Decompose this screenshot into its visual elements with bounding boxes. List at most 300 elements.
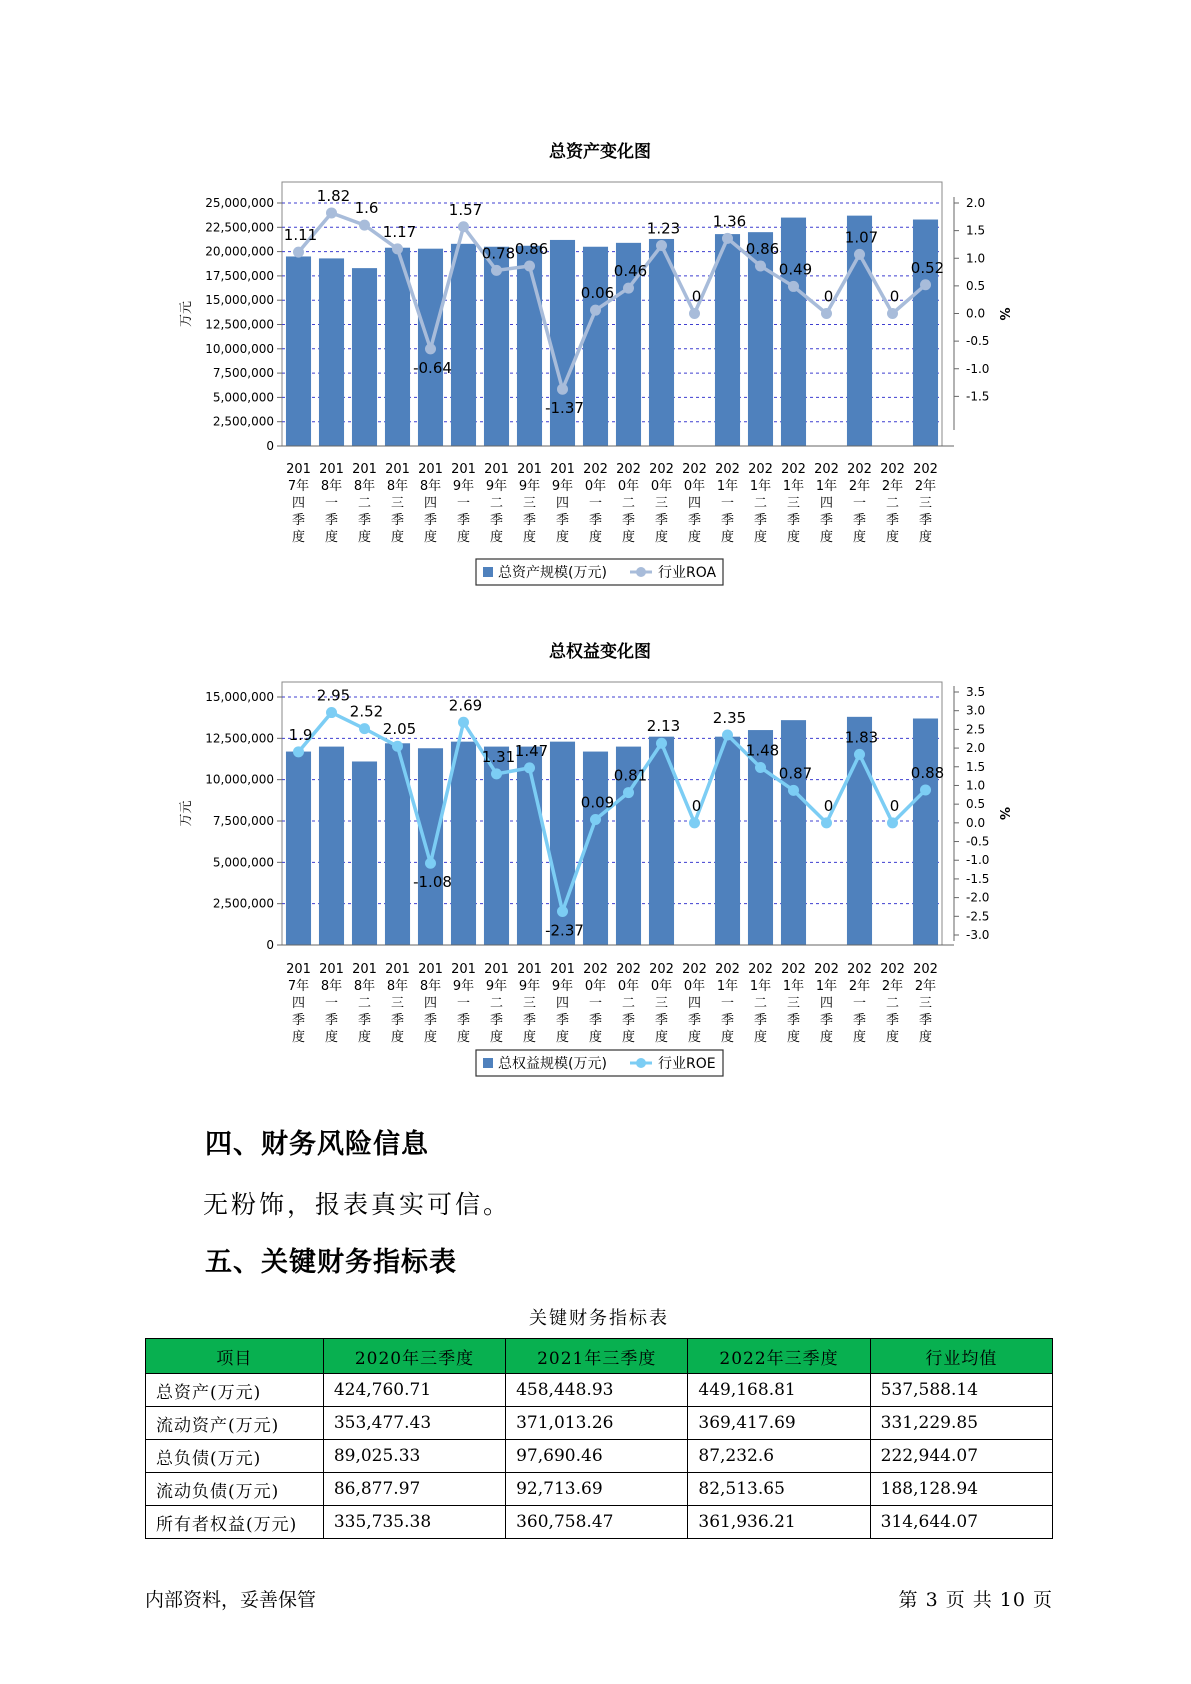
chart-title: 总资产变化图 — [549, 142, 651, 162]
x-tick-label: 202 — [847, 462, 872, 477]
x-tick-label: 三 — [522, 496, 537, 511]
x-tick-label: 202 — [583, 462, 608, 477]
bar — [781, 218, 806, 446]
line-point — [920, 784, 931, 795]
x-tick-label: 季 — [522, 513, 537, 528]
x-tick-label: 季 — [423, 513, 438, 528]
x-tick-label: 季 — [621, 513, 636, 528]
y-tick-label: 5,000,000 — [212, 390, 274, 405]
x-tick-label: 201 — [451, 962, 476, 977]
y2-axis-label: % — [996, 806, 1011, 821]
x-tick-label: 度 — [654, 530, 669, 545]
line-point — [293, 247, 304, 258]
data-label: 0.87 — [778, 764, 813, 783]
line-point — [623, 787, 634, 798]
y2-tick-label: -3.0 — [966, 928, 990, 942]
x-tick-label: 度 — [588, 530, 603, 545]
table-row — [146, 1407, 1053, 1440]
x-tick-label: 202 — [682, 462, 707, 477]
x-tick-label: 8年 — [386, 479, 409, 494]
x-tick-label: 二 — [885, 996, 900, 1011]
x-tick-label: 202 — [847, 962, 872, 977]
bar — [352, 761, 377, 945]
data-label: -1.37 — [545, 399, 584, 418]
y2-tick-label: 1.5 — [966, 223, 986, 238]
table-cell: 92,713.69 — [506, 1473, 688, 1506]
table-cell: 449,168.81 — [688, 1374, 870, 1407]
table-cell: 335,735.38 — [323, 1506, 505, 1539]
x-tick-label: 季 — [522, 1013, 537, 1028]
line-point — [887, 817, 898, 828]
y-tick-label: 15,000,000 — [205, 293, 274, 308]
y2-axis-label: % — [996, 307, 1011, 321]
data-label: 2.35 — [712, 708, 747, 727]
line-point — [491, 265, 502, 276]
y-tick-label: 2,500,000 — [212, 896, 274, 911]
data-label: 1.9 — [288, 725, 313, 744]
line-point — [326, 207, 337, 218]
x-tick-label: 季 — [621, 1013, 636, 1028]
x-tick-label: 一 — [456, 996, 471, 1011]
x-tick-label: 三 — [522, 996, 537, 1011]
line-point — [425, 858, 436, 869]
x-tick-label: 度 — [324, 530, 339, 545]
x-tick-label: 季 — [852, 513, 867, 528]
data-label: 0 — [823, 796, 834, 815]
line-point — [788, 785, 799, 796]
table-cell: 97,690.46 — [506, 1440, 688, 1473]
x-tick-label: 季 — [885, 513, 900, 528]
data-label: 2.52 — [349, 702, 384, 721]
x-tick-label: 二 — [885, 496, 900, 511]
data-label: 1.83 — [844, 728, 879, 747]
x-tick-label: 度 — [324, 1030, 339, 1045]
line-point — [623, 283, 634, 294]
x-tick-label: 三 — [654, 496, 669, 511]
x-tick-label: 8年 — [320, 479, 343, 494]
data-label: 0 — [889, 796, 900, 815]
x-tick-label: 9年 — [485, 479, 508, 494]
x-tick-label: 202 — [748, 962, 773, 977]
table-cell: 361,936.21 — [688, 1506, 870, 1539]
data-label: 0 — [691, 796, 702, 815]
x-tick-label: 201 — [484, 462, 509, 477]
data-label: 1.11 — [283, 226, 318, 245]
legend-bar-label: 总资产规模(万元) — [498, 565, 607, 581]
data-label: 0.09 — [580, 793, 615, 812]
footer-confidential-note: 内部资料，妥善保管 — [145, 1589, 317, 1611]
data-label: 0 — [823, 287, 834, 306]
x-tick-label: 度 — [588, 1030, 603, 1045]
x-tick-label: 202 — [781, 962, 806, 977]
x-tick-label: 一 — [456, 496, 471, 511]
table-cell: 353,477.43 — [323, 1407, 505, 1440]
y-tick-label: 12,500,000 — [205, 317, 274, 332]
y2-tick-label: 3.5 — [966, 685, 986, 699]
x-tick-label: 四 — [687, 996, 702, 1011]
line-point — [854, 249, 865, 260]
data-label: 2.05 — [382, 720, 417, 739]
x-tick-label: 三 — [786, 496, 801, 511]
x-tick-label: 一 — [588, 496, 603, 511]
x-tick-label: 一 — [852, 496, 867, 511]
x-tick-label: 二 — [621, 496, 636, 511]
table-cell: 流动资产(万元) — [146, 1407, 324, 1440]
x-tick-label: 季 — [753, 513, 768, 528]
x-tick-label: 季 — [753, 1013, 768, 1028]
x-tick-label: 一 — [852, 996, 867, 1011]
data-label: 2.69 — [448, 696, 483, 715]
x-tick-label: 1年 — [716, 979, 739, 994]
x-tick-label: 季 — [291, 1013, 306, 1028]
x-tick-label: 二 — [489, 496, 504, 511]
x-tick-label: 8年 — [419, 479, 442, 494]
x-tick-label: 201 — [418, 962, 443, 977]
x-tick-label: 0年 — [683, 979, 706, 994]
x-tick-label: 四 — [423, 996, 438, 1011]
x-tick-label: 季 — [852, 1013, 867, 1028]
legend — [476, 1050, 723, 1076]
line-point — [755, 762, 766, 773]
x-tick-label: 2年 — [881, 479, 904, 494]
x-tick-label: 1年 — [716, 479, 739, 494]
x-tick-label: 四 — [819, 996, 834, 1011]
x-tick-label: 度 — [852, 530, 867, 545]
table-cell: 188,128.94 — [870, 1473, 1052, 1506]
line-point — [920, 279, 931, 290]
y2-tick-label: -1.5 — [966, 389, 990, 404]
x-tick-label: 季 — [687, 513, 702, 528]
line-point — [887, 308, 898, 319]
legend-bar-swatch — [483, 567, 493, 577]
line-point — [359, 220, 370, 231]
y2-tick-label: 2.5 — [966, 722, 986, 737]
y-tick-label: 12,500,000 — [205, 731, 274, 746]
total-equity-chart — [0, 630, 1191, 1100]
chart-title: 总权益变化图 — [549, 642, 651, 662]
x-tick-label: 度 — [291, 530, 306, 545]
x-tick-label: 201 — [286, 962, 311, 977]
x-tick-label: 201 — [451, 462, 476, 477]
x-tick-label: 202 — [649, 962, 674, 977]
y-tick-label: 25,000,000 — [205, 196, 274, 210]
x-tick-label: 度 — [555, 1030, 570, 1045]
x-tick-label: 二 — [357, 496, 372, 511]
x-tick-label: 1年 — [815, 979, 838, 994]
data-label: 1.23 — [646, 219, 681, 238]
x-tick-label: 9年 — [551, 979, 574, 994]
y2-tick-label: 3.0 — [966, 703, 986, 718]
data-label: 0.52 — [910, 258, 945, 277]
x-tick-label: 三 — [918, 996, 933, 1011]
y2-tick-label: 0.5 — [966, 278, 986, 293]
key-financial-indicators-table — [145, 1338, 1053, 1539]
y2-tick-label: -2.5 — [966, 909, 990, 924]
x-tick-label: 季 — [357, 513, 372, 528]
x-tick-label: 201 — [319, 462, 344, 477]
table-cell: 222,944.07 — [870, 1440, 1052, 1473]
x-tick-label: 1年 — [782, 979, 805, 994]
line-point — [458, 221, 469, 232]
bar — [913, 220, 938, 446]
data-label: 0.49 — [778, 260, 813, 279]
x-tick-label: 一 — [324, 496, 339, 511]
x-tick-label: 季 — [357, 1013, 372, 1028]
table-cell: 82,513.65 — [688, 1473, 870, 1506]
table-row — [146, 1506, 1053, 1539]
x-tick-label: 季 — [489, 1013, 504, 1028]
y2-tick-label: -1.0 — [966, 853, 990, 868]
data-label: 1.57 — [448, 200, 483, 219]
x-tick-label: 季 — [786, 513, 801, 528]
x-tick-label: 一 — [720, 496, 735, 511]
x-tick-label: 202 — [649, 462, 674, 477]
x-tick-label: 202 — [814, 962, 839, 977]
footer-page-number: 第 3 页 共 10 页 — [898, 1589, 1053, 1611]
table-header-cell: 2021年三季度 — [506, 1339, 688, 1374]
bar — [715, 234, 740, 446]
table-title: 关键财务指标表 — [529, 1308, 669, 1329]
y-tick-label: 7,500,000 — [212, 814, 274, 828]
x-tick-label: 202 — [880, 962, 905, 977]
x-tick-label: 度 — [885, 530, 900, 545]
x-tick-label: 季 — [918, 513, 933, 528]
x-tick-label: 二 — [753, 496, 768, 511]
x-tick-label: 季 — [324, 513, 339, 528]
x-tick-label: 度 — [555, 530, 570, 545]
y-tick-label: 7,500,000 — [212, 366, 274, 381]
x-tick-label: 9年 — [551, 479, 574, 494]
y2-tick-label: 0.5 — [966, 797, 986, 812]
y-tick-label: 15,000,000 — [205, 690, 274, 704]
x-tick-label: 季 — [324, 1013, 339, 1028]
data-label: 2.95 — [316, 686, 351, 705]
table-cell: 89,025.33 — [323, 1440, 505, 1473]
x-tick-label: 201 — [385, 962, 410, 977]
table-cell: 314,644.07 — [870, 1506, 1052, 1539]
x-tick-label: 季 — [918, 1013, 933, 1028]
y-tick-label: 10,000,000 — [205, 772, 274, 787]
data-label: 0.86 — [514, 239, 549, 258]
table-cell: 360,758.47 — [506, 1506, 688, 1539]
x-tick-label: 度 — [456, 1030, 471, 1045]
x-tick-label: 度 — [621, 1030, 636, 1045]
y-tick-label: 20,000,000 — [205, 244, 274, 259]
x-tick-label: 季 — [456, 513, 471, 528]
x-tick-label: 202 — [781, 462, 806, 477]
x-tick-label: 度 — [456, 530, 471, 545]
x-tick-label: 1年 — [749, 979, 772, 994]
x-tick-label: 季 — [720, 513, 735, 528]
line-point — [359, 723, 370, 734]
x-tick-label: 四 — [555, 996, 570, 1011]
x-tick-label: 2年 — [914, 979, 937, 994]
x-tick-label: 度 — [390, 530, 405, 545]
x-tick-label: 度 — [357, 530, 372, 545]
bar — [451, 742, 476, 945]
line-point — [293, 746, 304, 757]
x-tick-label: 8年 — [386, 979, 409, 994]
x-tick-label: 度 — [522, 1030, 537, 1045]
x-tick-label: 202 — [880, 462, 905, 477]
bar — [286, 752, 311, 945]
data-label: 0.86 — [745, 239, 780, 258]
x-tick-label: 2年 — [848, 479, 871, 494]
y2-tick-label: -1.0 — [966, 361, 990, 376]
data-label: -0.64 — [413, 358, 452, 377]
data-label: 2.13 — [646, 717, 681, 736]
x-tick-label: 季 — [456, 1013, 471, 1028]
x-tick-label: 一 — [720, 996, 735, 1011]
x-tick-label: 度 — [918, 530, 933, 545]
x-tick-label: 度 — [918, 1030, 933, 1045]
bar — [913, 718, 938, 945]
x-tick-label: 8年 — [353, 479, 376, 494]
line-point — [524, 762, 535, 773]
line-point — [821, 308, 832, 319]
legend-line-marker — [636, 567, 646, 577]
line-point — [854, 749, 865, 760]
x-tick-label: 1年 — [782, 479, 805, 494]
bar — [781, 720, 806, 945]
x-tick-label: 三 — [390, 996, 405, 1011]
x-tick-label: 202 — [715, 962, 740, 977]
line-point — [557, 906, 568, 917]
legend-bar-label: 总权益规模(万元) — [498, 1056, 607, 1072]
line-point — [656, 738, 667, 749]
x-tick-label: 202 — [583, 962, 608, 977]
data-label: -2.37 — [545, 921, 584, 940]
line-point — [656, 240, 667, 251]
bar — [286, 256, 311, 446]
x-tick-label: 0年 — [617, 979, 640, 994]
data-label: 0.06 — [580, 284, 615, 303]
section-5-heading: 五、关键财务指标表 — [205, 1247, 457, 1278]
line-point — [689, 817, 700, 828]
x-tick-label: 0年 — [584, 979, 607, 994]
x-tick-label: 二 — [489, 996, 504, 1011]
x-tick-label: 度 — [753, 1030, 768, 1045]
x-tick-label: 季 — [885, 1013, 900, 1028]
table-cell: 369,417.69 — [688, 1407, 870, 1440]
bar — [484, 247, 509, 446]
legend-line-label: 行业ROA — [658, 565, 717, 581]
line-point — [689, 308, 700, 319]
data-label: 1.6 — [354, 199, 379, 218]
plot-area — [282, 682, 945, 945]
x-tick-label: 度 — [423, 530, 438, 545]
x-tick-label: 7年 — [287, 479, 310, 494]
x-tick-label: 201 — [550, 962, 575, 977]
x-tick-label: 1年 — [815, 479, 838, 494]
y-axis-label: 万元 — [179, 300, 194, 328]
bar — [715, 737, 740, 945]
x-tick-label: 201 — [352, 462, 377, 477]
x-tick-label: 四 — [555, 496, 570, 511]
x-tick-label: 季 — [588, 1013, 603, 1028]
y2-tick-label: 1.0 — [966, 778, 986, 793]
plot-area — [282, 182, 945, 446]
x-tick-label: 1年 — [749, 479, 772, 494]
x-tick-label: 度 — [687, 530, 702, 545]
table-cell: 371,013.26 — [506, 1407, 688, 1440]
line-point — [821, 817, 832, 828]
x-tick-label: 四 — [291, 996, 306, 1011]
x-tick-label: 度 — [819, 1030, 834, 1045]
x-tick-label: 度 — [489, 530, 504, 545]
x-tick-label: 度 — [621, 530, 636, 545]
x-tick-label: 202 — [616, 462, 641, 477]
x-tick-label: 季 — [720, 1013, 735, 1028]
y2-tick-label: 0.0 — [966, 815, 986, 830]
x-tick-label: 201 — [385, 462, 410, 477]
line-point — [590, 305, 601, 316]
x-tick-label: 8年 — [419, 979, 442, 994]
line-point — [590, 814, 601, 825]
table-cell: 86,877.97 — [323, 1473, 505, 1506]
y-tick-label: 22,500,000 — [205, 220, 274, 235]
y-tick-label: 5,000,000 — [212, 855, 274, 870]
line-point — [557, 384, 568, 395]
x-tick-label: 度 — [819, 530, 834, 545]
data-label: 0.81 — [613, 766, 648, 785]
data-label: 1.07 — [844, 228, 879, 247]
x-tick-label: 度 — [654, 1030, 669, 1045]
x-tick-label: 一 — [588, 996, 603, 1011]
x-tick-label: 9年 — [452, 979, 475, 994]
x-tick-label: 2年 — [848, 979, 871, 994]
x-tick-label: 四 — [687, 496, 702, 511]
legend-bar-swatch — [483, 1058, 493, 1068]
line-point — [491, 768, 502, 779]
table-row — [146, 1440, 1053, 1473]
table-header-cell: 行业均值 — [870, 1339, 1052, 1374]
x-tick-label: 二 — [621, 996, 636, 1011]
x-tick-label: 202 — [616, 962, 641, 977]
x-tick-label: 9年 — [452, 479, 475, 494]
x-tick-label: 2年 — [881, 979, 904, 994]
line-point — [755, 260, 766, 271]
table-cell: 537,588.14 — [870, 1374, 1052, 1407]
x-tick-label: 8年 — [320, 979, 343, 994]
y2-tick-label: 2.0 — [966, 196, 986, 210]
x-tick-label: 季 — [786, 1013, 801, 1028]
x-tick-label: 度 — [786, 1030, 801, 1045]
x-tick-label: 季 — [654, 1013, 669, 1028]
x-tick-label: 201 — [517, 462, 542, 477]
x-tick-label: 度 — [786, 530, 801, 545]
table-header-cell: 项目 — [146, 1339, 324, 1374]
data-label: 1.31 — [481, 747, 516, 766]
x-tick-label: 201 — [550, 462, 575, 477]
y-tick-label: 0 — [266, 938, 274, 952]
x-tick-label: 201 — [418, 462, 443, 477]
x-tick-label: 季 — [819, 1013, 834, 1028]
line-point — [722, 729, 733, 740]
y-tick-label: 17,500,000 — [205, 268, 274, 283]
data-label: 1.36 — [712, 212, 747, 231]
bar — [418, 748, 443, 945]
data-label: 0 — [691, 287, 702, 306]
x-tick-label: 202 — [682, 962, 707, 977]
x-tick-label: 9年 — [518, 479, 541, 494]
x-tick-label: 季 — [423, 1013, 438, 1028]
x-tick-label: 2年 — [914, 479, 937, 494]
line-point — [788, 281, 799, 292]
x-tick-label: 202 — [814, 462, 839, 477]
x-tick-label: 0年 — [617, 479, 640, 494]
table-cell: 424,760.71 — [323, 1374, 505, 1407]
